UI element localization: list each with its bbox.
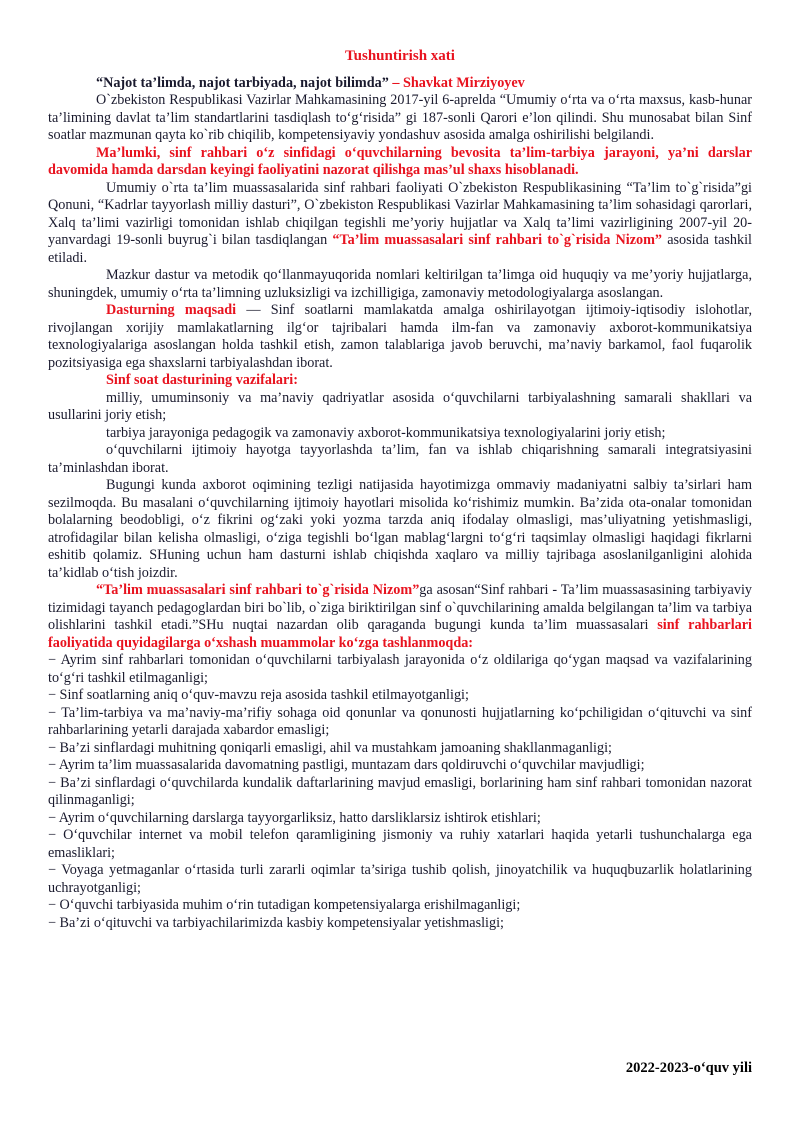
goal-text: — Sinf soatlarni mamlakatda amalga oshirilayotgan ijtimoiy-iqtisodiy islohotlar, rivojlangan xorijiy mamlakatlarning ilg‘or tajribalari hamda ilm-fan va zamonaviy axborot-kommunikatsiya texnologiyalariga asoslangan holda tashkil etish, zamon talablariga javob beruvchi, ma’naviy barkamol, faol fuqarolik pozitsiyasiga ega shaxslarni tarbiyalashdan iborat. [48,302,752,371]
problems-intro: sinf rahbarlari faoliyatida quyidagilarga o‘xshash muammolar ko‘zga tashlanmoqda: [48,617,752,651]
problem-item: − Ayrim o‘quvchilarning darslarga tayyorgarliksiz, hatto darsliklarsiz ishtirok etishlari; [48,809,541,826]
regulation-name-2: “Ta’lim muassasalari sinf rahbari to`g`risida Nizom” [96,582,420,598]
problem-item: − O‘quvchi tarbiyasida muhim o‘rin tutadigan kompetensiyalarga erishilmaganligi; [48,897,521,913]
paragraph-legal-basis [48,180,752,268]
regulation-name: “Ta’lim muassasalari sinf rahbari to`g`risida Nizom” [332,232,663,248]
problems-list [48,652,752,932]
task-item: o‘quvchilarni ijtimoiy hayotga tayyorlashda ta’lim, fan va ishlab chiqarishning samarali integratsiyasini ta’minlashdan iborat. [48,442,752,476]
problem-item: − Ta’lim-tarbiya va ma’naviy-ma’rifiy sohaga oid qonunlar va qonunosti hujjatlarning ko‘pchiligidan o‘qituvchi va sinf rahbarlarining yetarli darajada xabardor emasligi; [48,704,752,738]
problem-item: − Ba’zi o‘qituvchi va tarbiyachilarimizda kasbiy kompetensiyalar yetishmasligi; [48,914,504,931]
problem-item: − O‘quvchilar internet va mobil telefon qaramligining jismoniy va ruhiy xatarlari haqida yetarli tushunchalarga ega emasliklari; [48,827,752,861]
regulation-text: ga asosan“Sinf rahbari - Ta’lim muassasasining tarbiyaviy tizimidagi tayanch pedagoglardan biri bo`lib, o`ziga biriktirilgan sinf o`quvchilarining amalda belgilangan ta’lim va tarbiya olishlarini tashkil etadi.”SHu nuqtai nazardan olib qaraganda bugungi kunda ta’lim muassasalari [48,582,752,633]
problem-item: − Ayrim ta’lim muassasalarida davomatning pastligi, muntazam dars qoldiruvchi o‘quvchilar mavjudligi; [48,757,645,773]
problem-item: − Ba’zi sinflardagi muhitning qoniqarli emasligi, ahil va mustahkam jamoaning shakllanmaganligi; [48,739,612,756]
legal-basis-text: Umumiy o`rta ta’lim muassasalarida sinf rahbari faoliyati O`zbekiston Respublikasining “Ta’lim to`g`risida”gi Qonuni, “Kadrlar tayyorlash milliy dasturi”, O`zbekiston Respublikasi Vazirlar Mahkamasining ta’lim sohasidagi qarorlari, Xalq ta’limi vazirligi tomonidan ishlab chiqilgan tegishli me’yoriy hujjatlar va Xalq ta’limi vazirligining 2007-yil 20-yanvardagi 19-sonli buyrug`i bilan tasdiqlangan [48,179,752,248]
epigraph-author: – Shavkat Mirziyoyev [388,74,525,91]
document-title: Tushuntirish xati [345,48,455,64]
legal-basis-tail: asosida tashkil etiladi. [48,232,752,266]
goal-label: Dasturning maqsadi [106,302,237,318]
task-item: milliy, umuminsoniy va ma’naviy qadriyatlar asosida o‘quvchilarni tarbiyalashning samarali shakllari va usullarini joriy etish; [48,389,752,423]
paragraph-goal [48,302,752,372]
problem-item: − Voyaga yetmaganlar o‘rtasida turli zararli oqimlar ta’siriga tushib qolish, jinoyatchilik va huquqbuzarlik holatlarining uchrayotganligi; [48,862,752,896]
paragraph-decree: O`zbekiston Respublikasi Vazirlar Mahkamasining 2017-yil 6-aprelda “Umumiy o‘rta va o‘rta maxsus, kasb-hunar ta’limining davlat ta’lim standartlarini tasdiqlash to‘g‘risida” gi 187-sonli Qarori e’lon qilindi. Shu munosabat bilan Sinf soatlar mazmunan qayta ko`rib chiqilib, kompetensiyaviy yondashuv asosida amalga oshirilishi belgilandi. [48,92,752,143]
problem-item: − Ba’zi sinflardagi o‘quvchilarda kundalik daftarlarining mavjud emasligi, borlarining ham sinf rahbari tomonidan nazorat qilinmaganligi; [48,774,752,808]
paragraph-methodology: Mazkur dastur va metodik qo‘llanmayuqorida nomlari keltirilgan ta’limga oid huquqiy va me’yoriy hujjatlarga, shuningdek, umumiy o‘rta ta’limning uzluksizligi va izchilligiga, zamonaviy metodologiyalarga asoslangan. [48,267,752,301]
problem-item: − Ayrim sinf rahbarlari tomonidan o‘quvchilarni tarbiyalash jarayonida o‘z oldilariga qo‘ygan maqsad va vazifalarining to‘g‘ri tashkil etilmaganligi; [48,652,752,686]
paragraph-regulation [48,582,752,652]
epigraph [48,75,752,93]
problem-item: − Sinf soatlarning aniq o‘quv-mavzu reja asosida tashkil etilmayotganligi; [48,687,469,703]
task-item: tarbiya jarayoniga pedagogik va zamonaviy axborot-kommunikatsiya texnologiyalarini joriy etish; [106,424,666,441]
epigraph-quote: “Najot ta’limda, najot tarbiyada, najot bilimda” [96,74,389,91]
document-page [48,48,752,932]
paragraph-class-teacher-role: Ma’lumki, sinf rahbari o‘z sinfidagi o‘quvchilarning bevosita ta’lim-tarbiya jarayoni, ya’ni darslar davomida hamda darsdan keyingi faoliyatini nazorat qilishga mas’ul shaxs hisoblanadi. [48,144,752,178]
academic-year-footer: 2022-2023-o‘quv yili [625,1060,752,1076]
paragraph-mass-culture: Bugungi kunda axborot oqimining tezligi natijasida hayotimizga ommaviy madaniyatni salbiy ta’sirlari ham sezilmoqda. Bu masalani o‘quvchilarning ijtimoiy hayotlari misolida ko‘rishimiz mumkin. Ba’zida ota-onalar tomonidan bolalarning beodobligi, o‘z fikrini og‘zaki yoki yozma tarzda aniq ifodalay olmasligi, mas’uliyatning yetishmasligi, atrofidagilar bilan kelisha olmasligi, o‘ziga tegishli bo‘lgan mablag‘largni to‘g‘ri taqsimlay olmasligi haqidagi fikrlarni eshitib qolamiz. SHuning uchun ham dasturni ishlab chiqishda xaqlaro va milliy tajribaga asoslanilganligini alohida ta’kidlab o‘tish joizdir. [48,477,752,581]
tasks-heading: Sinf soat dasturining vazifalari: [106,372,298,388]
